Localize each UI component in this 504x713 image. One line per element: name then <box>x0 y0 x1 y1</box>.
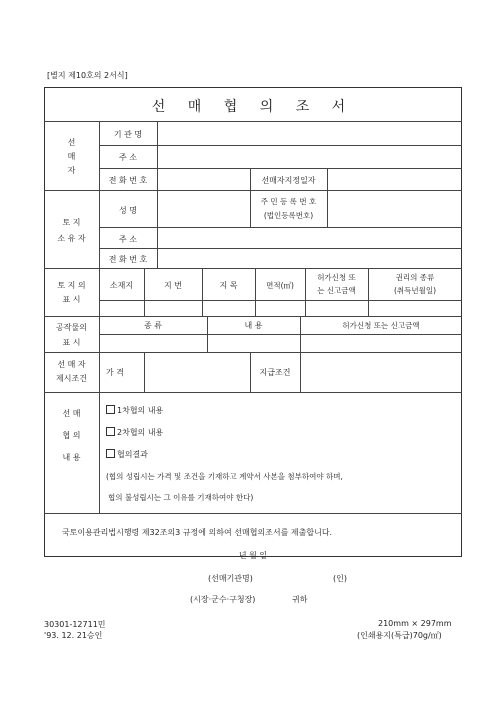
org-name-label: 기 관 명 <box>113 130 143 139</box>
divider <box>202 268 203 316</box>
negotiation-note: (협의 성립시는 가격 및 조건을 기재하고 계약서 사본을 첨부하여야 하며, <box>106 472 343 481</box>
divider <box>327 190 328 227</box>
first-negotiation-item: 1차협의 내용 <box>106 405 163 416</box>
divider <box>144 352 145 392</box>
divider <box>327 168 328 190</box>
payment-terms-label: 지급조건 <box>259 368 291 377</box>
divider <box>99 300 462 301</box>
negotiation-header: 선 매 협 의 내 용 <box>62 409 81 462</box>
structure-col-permit: 허가신청 또는 신고금액 <box>342 321 420 330</box>
divider <box>99 168 462 169</box>
divider <box>144 268 145 316</box>
checkbox[interactable] <box>106 427 115 436</box>
land-col-area: 면적(㎡) <box>266 281 294 290</box>
divider <box>99 334 462 335</box>
divider <box>44 513 462 514</box>
divider <box>99 227 462 228</box>
owner-phone-label: 전 화 번 호 <box>108 255 148 264</box>
addressee: (시장·군수·구청장) <box>190 595 256 604</box>
paper-size: 210mm × 297mm <box>378 619 452 628</box>
land-col-location: 소재지 <box>109 281 134 290</box>
divider <box>44 268 462 269</box>
negotiation-result-item: 협의결과 <box>106 449 148 460</box>
paper-spec: (인쇄용지(특급)70g/㎡) <box>357 631 442 640</box>
divider <box>99 392 100 513</box>
structure-col-content: 내 용 <box>244 321 263 330</box>
conditions-header: 선 매 자 제시조건 <box>56 360 87 383</box>
owner-header: 토 지 소 유 자 <box>57 218 86 243</box>
second-negotiation-item: 2차협의 내용 <box>106 427 163 438</box>
structure-col-type: 종 류 <box>144 321 162 330</box>
date-line: 년 월 일 <box>238 551 268 560</box>
divider <box>99 145 462 146</box>
divider <box>157 121 158 268</box>
negotiation-note: 협의 불성립시는 그 이유를 기재하여야 한다) <box>108 493 254 502</box>
land-col-lot: 지 번 <box>164 281 182 290</box>
seal-mark: (인) <box>333 574 347 583</box>
price-label: 가 격 <box>106 368 124 377</box>
seller-header: 선 매 자 <box>67 138 76 175</box>
form-title: 선 매 협 의 조 서 <box>151 99 355 115</box>
divider <box>255 268 256 316</box>
declaration-statement: 국토이용관리법시행령 제32조의3 규정에 의하여 선매협의조서를 제출합니다. <box>62 528 333 537</box>
land-col-permit: 허가신청 또 는 신고금액 <box>317 273 356 295</box>
divider <box>44 190 462 191</box>
owner-address-label: 주 소 <box>119 235 137 244</box>
land-col-rights: 권리의 종류 (취득년월일) <box>393 273 437 295</box>
form-code: 30301-12711민 <box>44 620 106 629</box>
checkbox[interactable] <box>106 405 115 414</box>
honorific: 귀하 <box>292 595 308 604</box>
org-name-line: (선매기관명) <box>208 574 253 583</box>
divider <box>44 316 462 317</box>
divider <box>44 352 462 353</box>
form-id: [별지 제10호의 2서식] <box>47 71 128 80</box>
divider <box>44 121 462 122</box>
checkbox[interactable] <box>106 449 115 458</box>
structure-header: 공작물의 표 시 <box>56 323 87 347</box>
phone-label: 전 화 번 호 <box>108 176 148 185</box>
land-header: 토 지 의 표 시 <box>57 281 86 304</box>
divider <box>300 352 301 392</box>
address-label: 주 소 <box>119 153 137 162</box>
land-col-category: 지 목 <box>219 281 238 290</box>
approval-date: '93. 12. 21승인 <box>44 631 103 640</box>
owner-name-label: 성 명 <box>119 206 137 215</box>
designation-date-label: 선매자지정일자 <box>261 176 316 185</box>
divider <box>44 392 462 393</box>
regno-label: 주 민 등 록 번 호 (법인등록번호) <box>260 197 317 220</box>
divider <box>99 248 462 249</box>
